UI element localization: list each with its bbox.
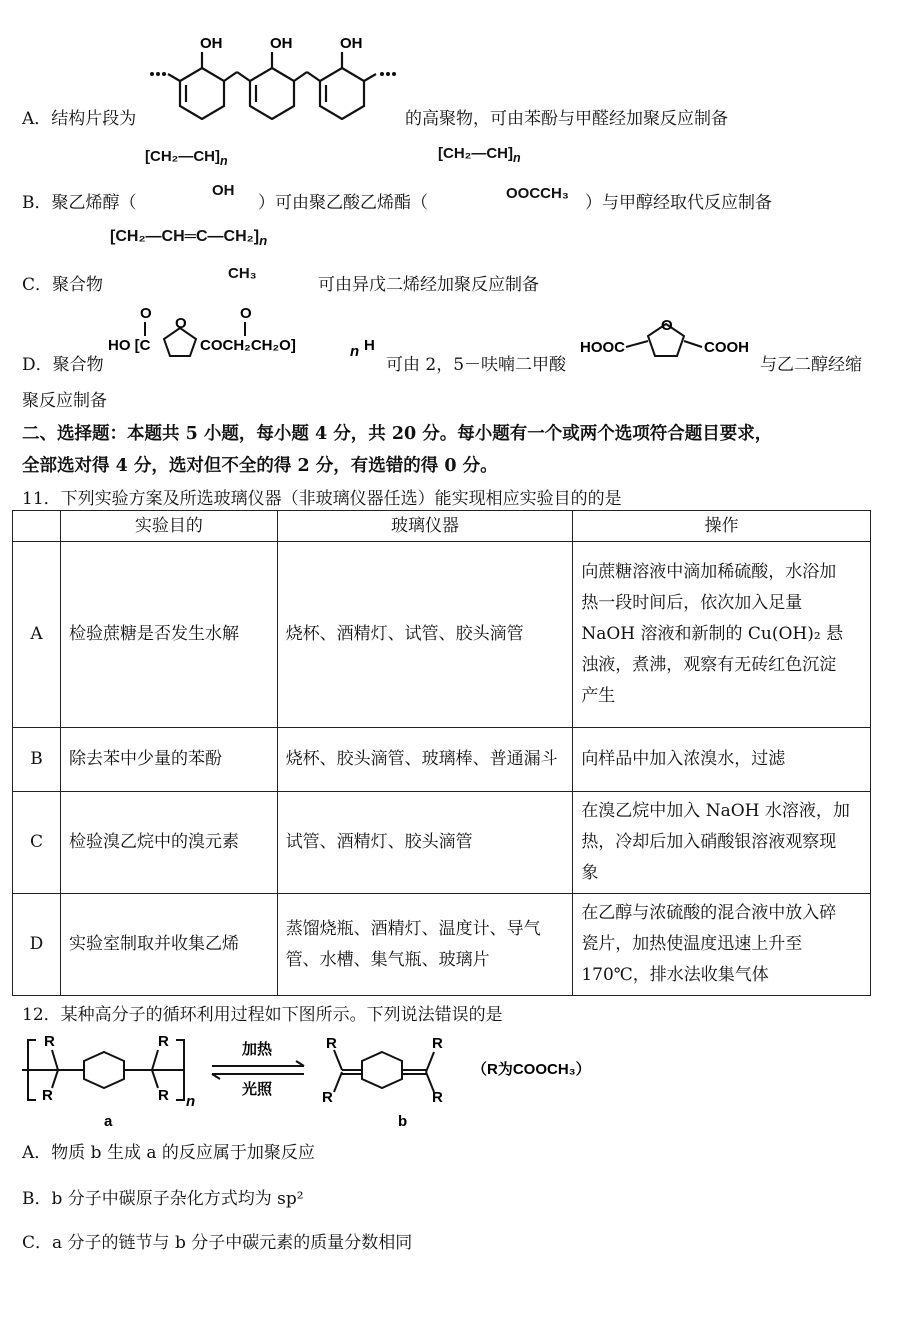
pva-sub: OH [212,182,235,199]
option-c-suffix: 可由异戊二烯经加聚反应制备 [318,275,539,295]
q12-option-b: B．b 分子中碳原子杂化方式均为 sp² [22,1189,304,1209]
furandicarboxylic-structure [580,316,760,364]
option-b-suffix: ）与甲醇经取代反应制备 [585,193,772,213]
q12-option-a: A．物质 b 生成 a 的反应属于加聚反应 [22,1143,315,1163]
svg-text:（R为COOCH₃）: （R为COOCH₃） [472,1061,591,1078]
svg-text:R: R [158,1087,169,1104]
svg-text:O: O [240,306,252,322]
oh-label: OH [200,35,223,52]
svg-text:R: R [326,1035,337,1052]
row-goal: 实验室制取并收集乙烯 [60,894,277,996]
svg-text:H: H [364,337,375,354]
pvac-sub: OOCCH₃ [506,185,569,202]
row-label: D [13,894,61,996]
q11-table [12,510,871,996]
row-label: B [13,728,61,792]
row-glass: 试管、酒精灯、胶头滴管 [277,792,573,894]
option-d-mid: 可由 2，5－呋喃二甲酸 [386,355,567,375]
svg-text:COOH: COOH [704,339,749,356]
oh-label: OH [270,35,293,52]
option-c-prefix: C．聚合物 [22,275,104,295]
table-row [13,728,871,792]
polyisoprene-formula: $[CH_2—CH═C—CH_2]_n$ [110,228,268,249]
option-a-suffix: 的高聚物，可由苯酚与甲醛经加聚反应制备 [405,109,728,129]
svg-text:R: R [322,1089,333,1106]
table-row [13,792,871,894]
option-b-mid: ）可由聚乙酸乙烯酯（ [258,193,428,213]
svg-text:HOOC: HOOC [580,339,625,356]
phenol-formaldehyde-structure [140,30,410,120]
row-goal: 检验蔗糖是否发生水解 [60,542,277,728]
row-label: C [13,792,61,894]
svg-text:R: R [42,1087,53,1104]
row-op: 向蔗糖溶液中滴加稀硫酸，水浴加 热一段时间后，依次加入足量 NaOH 溶液和新制的 Cu(OH)₂ 悬 浊液，煮沸，观察有无砖红色沉淀 产生 [573,542,871,728]
option-d-suffix: 与乙二醇经缩 [760,355,862,375]
q12-option-c: C．a 分子的链节与 b 分子中碳元素的质量分数相同 [22,1233,413,1253]
option-b-prefix: B．聚乙烯醇（ [22,193,137,213]
svg-text:R: R [44,1033,55,1050]
polyisoprene-sub: CH₃ [228,265,257,282]
row-op: 向样品中加入浓溴水，过滤 [573,728,871,792]
row-glass: 烧杯、酒精灯、试管、胶头滴管 [277,542,573,728]
svg-text:n: n [186,1093,196,1110]
table-header-row [13,511,871,542]
svg-text:O: O [175,315,187,332]
pva-formula: $[CH_2—CH]_n$ [145,148,228,168]
q12-reaction-diagram [22,1030,642,1130]
svg-text:O: O [140,306,152,322]
oh-label: OH [340,35,363,52]
row-glass: 烧杯、胶头滴管、玻璃棒、普通漏斗 [277,728,573,792]
row-goal: 除去苯中少量的苯酚 [60,728,277,792]
table-row [13,894,871,996]
svg-text:加热: 加热 [242,1041,273,1058]
header-glass: 玻璃仪器 [277,511,573,542]
section-heading-line1: 二、选择题：本题共 5 小题，每小题 4 分，共 20 分。每小题有一个或两个选项符合题目要求， [22,424,773,444]
svg-text:光照: 光照 [242,1081,273,1098]
q12-stem: 12．某种高分子的循环利用过程如下图所示。下列说法错误的是 [22,1005,503,1025]
option-d-prefix: D．聚合物 [22,355,104,375]
row-goal: 检验溴乙烷中的溴元素 [60,792,277,894]
svg-text:R: R [432,1035,443,1052]
polyester-structure [108,306,390,364]
option-a-prefix: A．结构片段为 [22,109,137,129]
svg-text:a: a [104,1113,113,1130]
table-row [13,542,871,728]
row-op: 在乙醇与浓硫酸的混合液中放入碎 瓷片，加热使温度迅速上升至 170℃，排水法收集气体 [573,894,871,996]
svg-text:R: R [432,1089,443,1106]
section-heading-line2: 全部选对得 4 分，选对但不全的得 2 分，有选错的得 0 分。 [22,456,498,476]
svg-text:b: b [398,1113,408,1130]
svg-text:COCH₂CH₂O]: COCH₂CH₂O] [200,337,296,354]
row-op: 在溴乙烷中加入 NaOH 水溶液，加 热，冷却后加入硝酸银溶液观察现 象 [573,792,871,894]
row-label: A [13,542,61,728]
svg-text:HO [C: HO [C [108,337,151,354]
row-glass: 蒸馏烧瓶、酒精灯、温度计、导气管、水槽、集气瓶、玻璃片 [277,894,573,996]
svg-text:R: R [158,1033,169,1050]
option-d-cont: 聚反应制备 [22,391,107,411]
header-op: 操作 [573,511,871,542]
svg-text:O: O [661,317,673,334]
pvac-formula: $[CH_2—CH]_n$ [438,145,521,165]
svg-text:n: n [350,343,360,360]
q11-stem: 11．下列实验方案及所选玻璃仪器（非玻璃仪器任选）能实现相应实验目的的是 [22,489,622,509]
header-goal: 实验目的 [60,511,277,542]
